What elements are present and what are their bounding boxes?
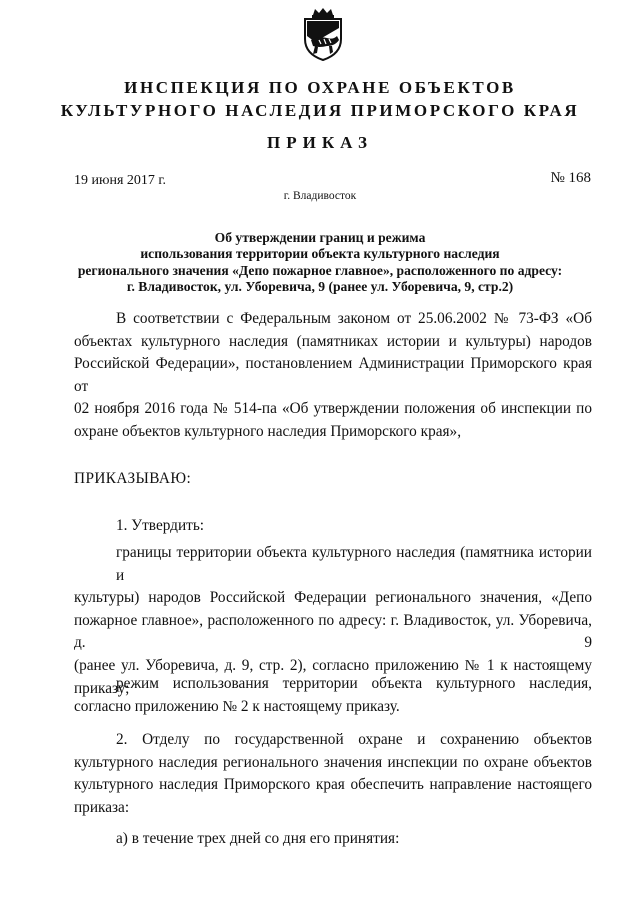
preamble-line: охране объектов культурного наследия Приморского края», xyxy=(74,422,462,440)
order-number: № 168 xyxy=(550,170,591,186)
preamble-line: Российской Федерации», постановлением Администрации Приморского края от xyxy=(74,355,592,395)
organization-name-line-2: КУЛЬТУРНОГО НАСЛЕДИЯ ПРИМОРСКОГО КРАЯ xyxy=(60,101,580,120)
item-2-subitem-a: а) в течение трех дней со дня его принятия: xyxy=(116,830,400,847)
paragraph-line: культурного наследия регионального значения инспекции по охране объектов xyxy=(74,753,592,771)
paragraph-line: (ранее ул. Уборевича, д. 9, стр. 2), согласно приложению № 1 к настоящему xyxy=(74,656,592,674)
item-1-paragraph-regime xyxy=(74,673,592,718)
preamble-line: В соответствии с Федеральным законом от 25.06.2002 № 73-ФЗ «Об xyxy=(116,310,592,327)
subject-line: Об утверждении границ и режима xyxy=(214,230,426,245)
document-type-title: ПРИКАЗ xyxy=(267,133,373,152)
paragraph-line: приказу; xyxy=(74,679,130,697)
paragraph-line: культурного наследия Приморского края обеспечить направление настоящего xyxy=(74,776,592,794)
item-2-paragraph xyxy=(74,729,592,819)
subject-line: использования территории объекта культурного наследия xyxy=(140,246,500,262)
item-1-heading: 1. Утвердить: xyxy=(116,517,205,534)
paragraph-line: приказа: xyxy=(74,798,130,816)
order-date: 19 июня 2017 г. xyxy=(74,173,167,188)
subject-line: г. Владивосток, ул. Уборевича, 9 (ранее ул. Уборевича, 9, стр.2) xyxy=(126,279,514,295)
paragraph-line: границы территории объекта культурного наследия (памятника истории и xyxy=(116,544,592,584)
preamble-line: 02 ноября 2016 года № 514-па «Об утверждении положения об инспекции по xyxy=(74,400,592,418)
organization-name-line-1: ИНСПЕКЦИЯ ПО ОХРАНЕ ОБЪЕКТОВ xyxy=(124,78,516,97)
order-city: г. Владивосток xyxy=(283,190,357,202)
paragraph-line: пожарное главное», расположенного по адресу: г. Владивосток, ул. Уборевича, д. 9 xyxy=(74,611,592,652)
coat-of-arms-icon xyxy=(299,6,347,62)
paragraph-line: согласно приложению № 2 к настоящему приказу. xyxy=(74,697,400,715)
orders-word: ПРИКАЗЫВАЮ: xyxy=(74,470,192,487)
order-subject xyxy=(60,230,580,296)
preamble-line: объектах культурного наследия (памятниках истории и культуры) народов xyxy=(74,332,592,350)
preamble-paragraph xyxy=(74,308,592,444)
subject-line: регионального значения «Депо пожарное главное», расположенного по адресу: xyxy=(77,262,563,278)
paragraph-line: режим использования территории объекта культурного наследия, xyxy=(116,675,592,692)
paragraph-line: культуры) народов Российской Федерации регионального значения, «Депо xyxy=(74,589,592,607)
paragraph-line: 2. Отделу по государственной охране и сохранению объектов xyxy=(116,731,592,748)
